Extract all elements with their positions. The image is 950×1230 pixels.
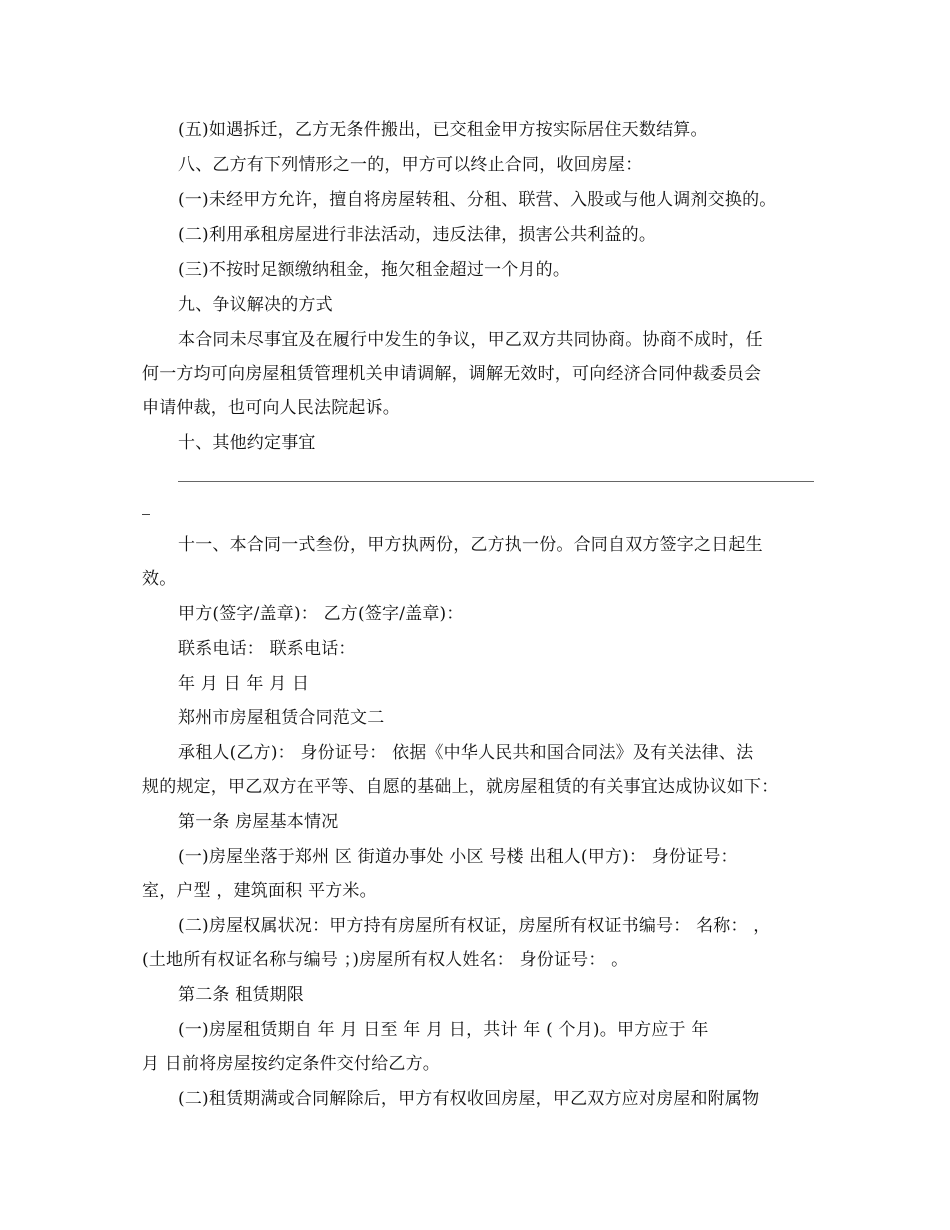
section-9-heading: 九、争议解决的方式: [178, 295, 333, 315]
signature-line: 甲方(签字/盖章)： 乙方(签字/盖章)：: [178, 604, 464, 624]
phone-line: 联系电话： 联系电话：: [178, 639, 356, 659]
article-2-clause-2-line-1: (二)租赁期满或合同解除后，甲方有权收回房屋，甲乙双方应对房屋和附属物: [178, 1089, 760, 1109]
clause-8-2: (二)利用承租房屋进行非法活动，违反法律，损害公共利益的。: [178, 225, 657, 245]
section-9-paragraph-line-3: 申请仲裁，也可向人民法院起诉。: [142, 398, 400, 418]
blank-fill-line: [178, 481, 814, 482]
article-1-clause-1-line-2: 室，户型 ，建筑面积 平方米。: [142, 881, 377, 901]
article-2-clause-1-line-2: 月 日前将房屋按约定条件交付给乙方。: [142, 1054, 441, 1074]
date-line: 年 月 日 年 月 日: [178, 674, 310, 694]
section-11-paragraph-line-1: 十一、本合同一式叁份，甲方执两份，乙方执一份。合同自双方签字之日起生: [178, 535, 763, 555]
article-1-heading: 第一条 房屋基本情况: [178, 812, 339, 832]
clause-8-1: (一)未经甲方允许，擅自将房屋转租、分租、联营、入股或与他人调剂交换的。: [178, 190, 777, 210]
lessee-paragraph-line-1: 承租人(乙方)： 身份证号： 依据《中华人民共和国合同法》及有关法律、法: [178, 743, 754, 763]
blank-fill-line-end: [142, 514, 150, 515]
section-9-paragraph-line-1: 本合同未尽事宜及在履行中发生的争议，甲乙双方共同协商。协商不成时，任: [178, 330, 763, 350]
section-10-heading: 十、其他约定事宜: [178, 433, 316, 453]
article-1-clause-2-line-1: (二)房屋权属状况：甲方持有房屋所有权证，房屋所有权证书编号： 名称： ，: [178, 916, 771, 936]
clause-5-demolition: (五)如遇拆迁，乙方无条件搬出，已交租金甲方按实际居住天数结算。: [178, 120, 708, 140]
article-2-heading: 第二条 租赁期限: [178, 985, 305, 1005]
sample-2-title: 郑州市房屋租赁合同范文二: [178, 708, 385, 728]
section-8-heading: 八、乙方有下列情形之一的，甲方可以终止合同，收回房屋：: [178, 155, 643, 175]
section-9-paragraph-line-2: 何一方均可向房屋租赁管理机关申请调解，调解无效时，可向经济合同仲裁委员会: [142, 364, 762, 384]
lessee-paragraph-line-2: 规的规定，甲乙双方在平等、自愿的基础上，就房屋租赁的有关事宜达成协议如下：: [142, 777, 779, 797]
article-1-clause-2-line-2: (土地所有权证名称与编号 ；)房屋所有权人姓名： 身份证号： 。: [142, 950, 629, 970]
clause-8-3: (三)不按时足额缴纳租金，拖欠租金超过一个月的。: [178, 260, 571, 280]
article-1-clause-1-line-1: (一)房屋坐落于郑州 区 街道办事处 小区 号楼 出租人(甲方)： 身份证号：: [178, 847, 738, 867]
article-2-clause-1-line-1: (一)房屋租赁期自 年 月 日至 年 月 日，共计 年 ( 个月)。甲方应于 年: [178, 1020, 709, 1040]
section-11-paragraph-line-2: 效。: [142, 569, 177, 589]
